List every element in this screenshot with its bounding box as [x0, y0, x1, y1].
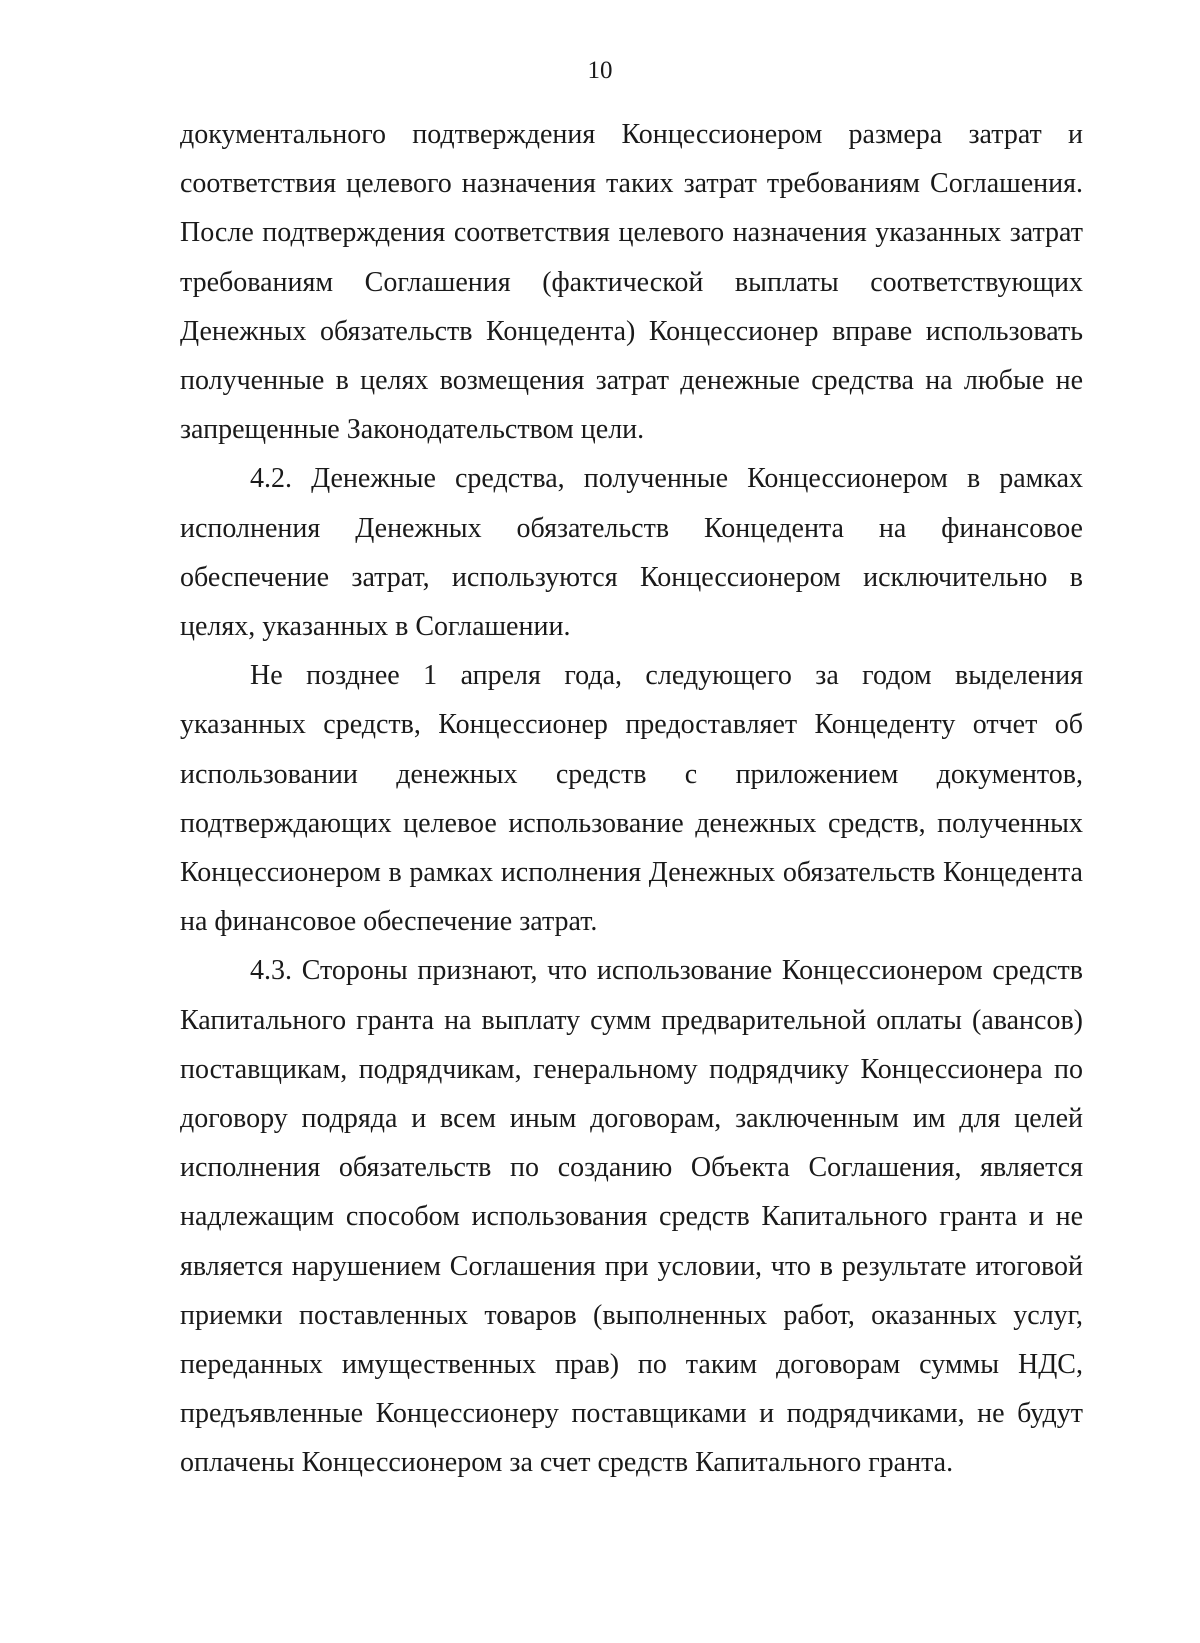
paragraph-4-3: 4.3. Стороны признают, что использование Концессионером средств Капитального гранта на выплату сумм предварительной оплаты (авансов) поставщикам, подрядчикам, генеральному подрядчику Концессионера по договору подряда и всем иным договорам, заключенным им для целей исполнения обязательств по созданию Объекта Соглашения, является надлежащим способом использования средств Капитального гранта и не является нарушением Соглашения при условии, что в результате итоговой приемки поставленных товаров (выполненных работ, оказанных услуг, переданных имущественных прав) по таким договорам суммы НДС, предъявленные Концессионеру поставщиками и подрядчиками, не будут оплачены Концессионером за счет средств Капитального гранта.: [180, 955, 1083, 1479]
paragraph-report-deadline: Не позднее 1 апреля года, следующего за годом выделения указанных средств, Концессионер предоставляет Концеденту отчет об использовании денежных средств с приложением документов, подтверждающих целевое использование денежных средств, полученных Концессионером в рамках исполнения Денежных обязательств Концедента на финансовое обеспечение затрат.: [180, 660, 1083, 938]
document-body: [180, 110, 1083, 1488]
paragraph-4-2: 4.2. Денежные средства, полученные Концессионером в рамках исполнения Денежных обязательств Концедента на финансовое обеспечение затрат, используются Концессионером исключительно в целях, указанных в Соглашении.: [180, 463, 1083, 643]
paragraph-continuation: документального подтверждения Концессионером размера затрат и соответствия целевого назначения таких затрат требованиям Соглашения. После подтверждения соответствия целевого назначения указанных затрат требованиям Соглашения (фактической выплаты соответствующих Денежных обязательств Концедента) Концессионер вправе использовать полученные в целях возмещения затрат денежные средства на любые не запрещенные Законодательством цели.: [180, 119, 1083, 446]
page-number: 10: [587, 57, 613, 84]
